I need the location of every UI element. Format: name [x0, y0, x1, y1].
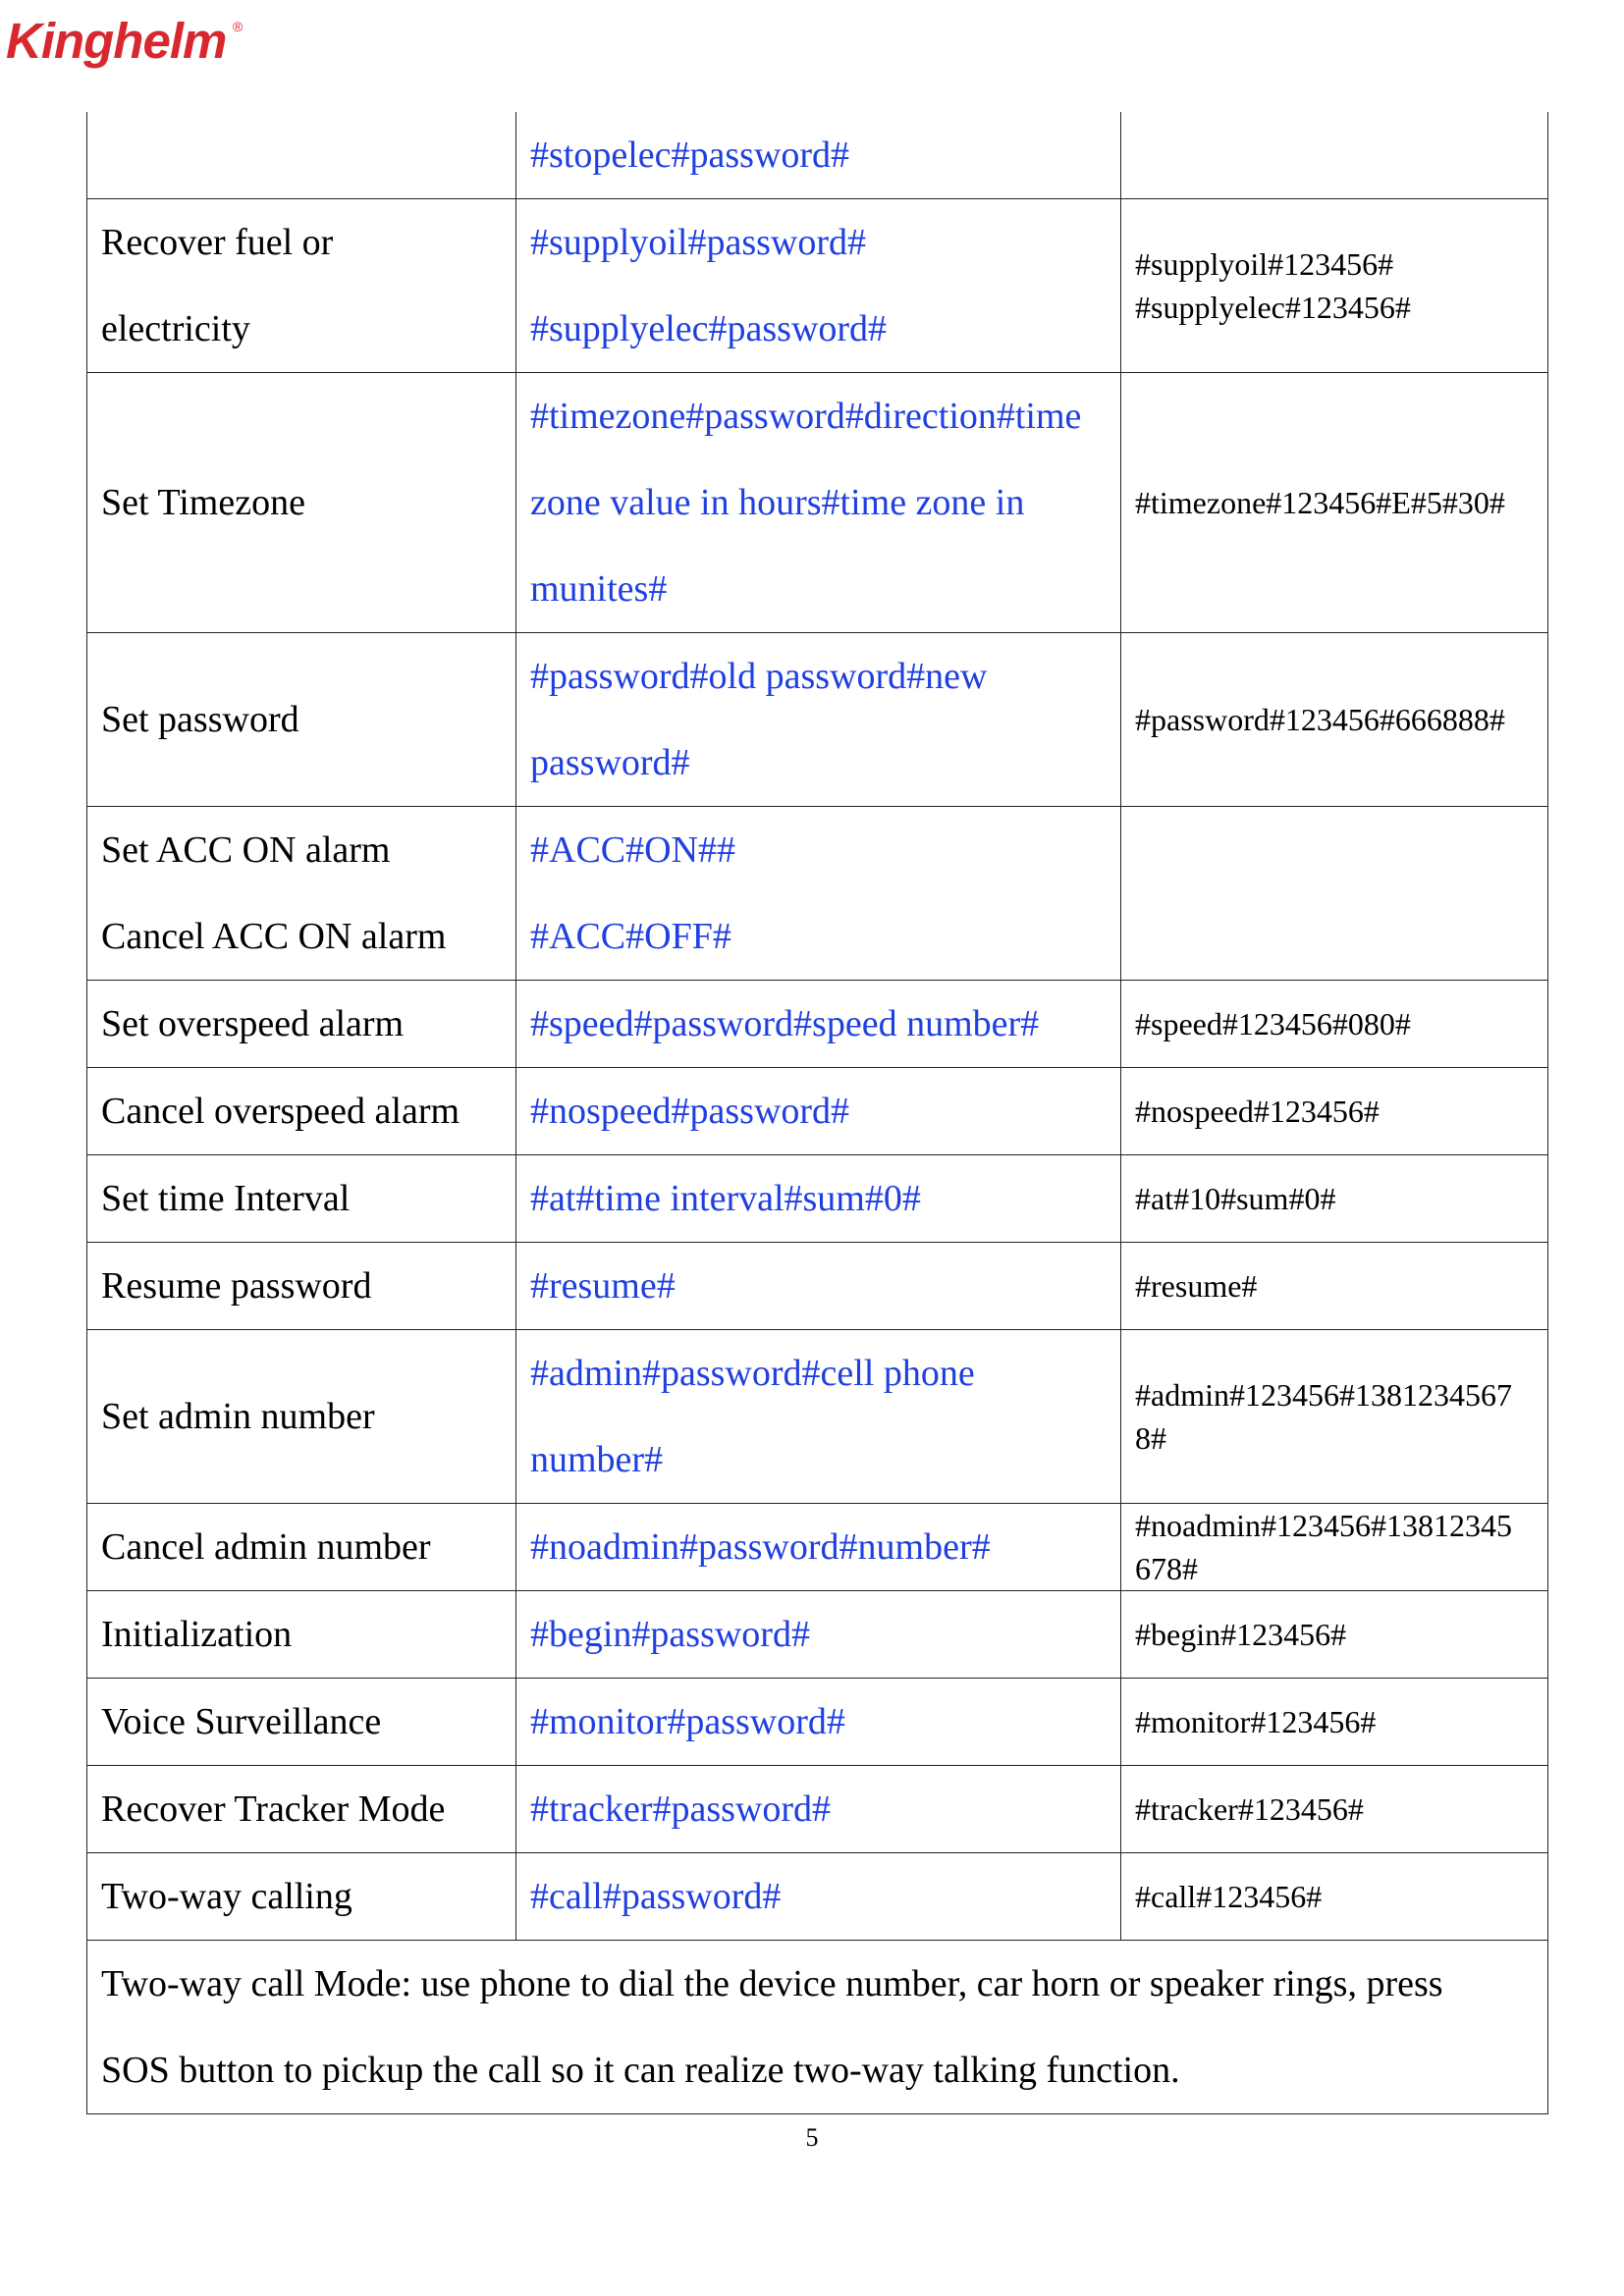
- function-text: Resume password: [101, 1265, 372, 1307]
- command-format-cell: [516, 807, 1121, 981]
- example-cell: [1121, 1068, 1548, 1155]
- example-text: #resume#: [1135, 1268, 1258, 1304]
- function-text: Set admin number: [101, 1396, 375, 1437]
- example-text: #tracker#123456#: [1135, 1791, 1364, 1827]
- table-row: [87, 112, 1548, 199]
- command-format-text: #stopelec#password#: [530, 134, 850, 176]
- command-format-text: #resume#: [530, 1265, 676, 1307]
- function-text: Two-way calling: [101, 1876, 352, 1917]
- table-row: [87, 199, 1548, 373]
- table-row: [87, 1330, 1548, 1504]
- function-text: Cancel overspeed alarm: [101, 1091, 460, 1132]
- command-format-text: #monitor#password#: [530, 1701, 845, 1742]
- function-cell: [87, 373, 516, 633]
- command-format-cell: [516, 1155, 1121, 1243]
- table-row: [87, 981, 1548, 1068]
- command-format-text: #tracker#password#: [530, 1789, 832, 1830]
- command-format-cell: [516, 1853, 1121, 1941]
- command-format-cell: [516, 112, 1121, 199]
- command-format-cell: [516, 1504, 1121, 1591]
- example-text: #password#123456#666888#: [1135, 702, 1505, 737]
- function-text: Recover Tracker Mode: [101, 1789, 446, 1830]
- command-format-cell: [516, 199, 1121, 373]
- example-text: #begin#123456#: [1135, 1617, 1347, 1652]
- command-format-cell: [516, 1068, 1121, 1155]
- command-format-text: #password#old password#new: [530, 656, 988, 697]
- example-cell: [1121, 1155, 1548, 1243]
- example-cell: [1121, 1679, 1548, 1766]
- command-format-cell: [516, 981, 1121, 1068]
- function-cell: [87, 112, 516, 199]
- kinghelm-logo: [6, 13, 243, 69]
- function-text: Set overspeed alarm: [101, 1003, 405, 1044]
- function-cell: [87, 1766, 516, 1853]
- function-cell: [87, 1155, 516, 1243]
- note-text: Two-way call Mode: use phone to dial the device number, car horn or speaker rings, press: [101, 1963, 1443, 2004]
- note-row: [87, 1941, 1548, 2114]
- example-text: 8#: [1135, 1420, 1166, 1456]
- table-row: [87, 1591, 1548, 1679]
- command-format-text: #nospeed#password#: [530, 1091, 850, 1132]
- sms-command-table: [86, 112, 1548, 2114]
- command-format-text: #timezone#password#direction#time: [530, 396, 1082, 437]
- table-row: [87, 1504, 1548, 1591]
- example-cell: [1121, 981, 1548, 1068]
- registered-mark: ®: [233, 19, 243, 34]
- logo-text: Kinghelm: [6, 13, 227, 69]
- function-cell: [87, 807, 516, 981]
- example-text: #supplyelec#123456#: [1135, 290, 1411, 325]
- example-text: #noadmin#123456#13812345: [1135, 1508, 1512, 1543]
- command-format-text: #begin#password#: [530, 1614, 810, 1655]
- example-cell: [1121, 1243, 1548, 1330]
- example-text: #monitor#123456#: [1135, 1704, 1377, 1739]
- note-cell: [87, 1941, 1548, 2114]
- command-format-text: #speed#password#speed number#: [530, 1003, 1040, 1044]
- function-text: Initialization: [101, 1614, 293, 1655]
- command-format-cell: [516, 373, 1121, 633]
- function-cell: [87, 199, 516, 373]
- table-row: [87, 1068, 1548, 1155]
- table-row: [87, 1766, 1548, 1853]
- example-cell: [1121, 1330, 1548, 1504]
- command-format-text: password#: [530, 742, 690, 783]
- function-text: Voice Surveillance: [101, 1701, 382, 1742]
- command-format-cell: [516, 633, 1121, 807]
- example-text: #admin#123456#1381234567: [1135, 1377, 1512, 1413]
- example-text: 678#: [1135, 1551, 1198, 1586]
- command-format-text: #supplyoil#password#: [530, 222, 866, 263]
- command-format-text: #noadmin#password#number#: [530, 1526, 991, 1568]
- command-format-cell: [516, 1243, 1121, 1330]
- example-cell: [1121, 807, 1548, 981]
- command-format-text: zone value in hours#time zone in: [530, 482, 1025, 523]
- command-format-text: #supplyelec#password#: [530, 308, 888, 349]
- function-cell: [87, 981, 516, 1068]
- example-cell: [1121, 199, 1548, 373]
- command-format-text: number#: [530, 1439, 664, 1480]
- command-format-cell: [516, 1679, 1121, 1766]
- page-number: 5: [805, 2123, 819, 2152]
- example-text: #supplyoil#123456#: [1135, 246, 1394, 282]
- function-cell: [87, 1330, 516, 1504]
- example-cell: [1121, 373, 1548, 633]
- command-format-text: #at#time interval#sum#0#: [530, 1178, 921, 1219]
- example-cell: [1121, 1504, 1548, 1591]
- function-text: Set time Interval: [101, 1178, 351, 1219]
- example-cell: [1121, 1853, 1548, 1941]
- function-text: Cancel admin number: [101, 1526, 431, 1568]
- function-cell: [87, 1591, 516, 1679]
- example-text: #speed#123456#080#: [1135, 1006, 1411, 1041]
- command-format-text: #admin#password#cell phone: [530, 1353, 975, 1394]
- command-format-text: #call#password#: [530, 1876, 782, 1917]
- table-row: [87, 373, 1548, 633]
- command-format-cell: [516, 1330, 1121, 1504]
- table-row: [87, 807, 1548, 981]
- table-body: [87, 112, 1548, 2114]
- example-text: #at#10#sum#0#: [1135, 1181, 1336, 1216]
- function-cell: [87, 1679, 516, 1766]
- function-text: Set password: [101, 699, 299, 740]
- table-row: [87, 1853, 1548, 1941]
- function-text: Set ACC ON alarm: [101, 829, 391, 871]
- function-text: Cancel ACC ON alarm: [101, 916, 447, 957]
- example-text: #nospeed#123456#: [1135, 1094, 1380, 1129]
- command-format-text: #ACC#OFF#: [530, 916, 731, 957]
- function-cell: [87, 633, 516, 807]
- function-cell: [87, 1243, 516, 1330]
- function-cell: [87, 1853, 516, 1941]
- example-cell: [1121, 1766, 1548, 1853]
- command-format-cell: [516, 1766, 1121, 1853]
- table-row: [87, 1243, 1548, 1330]
- command-format-text: #ACC#ON##: [530, 829, 736, 871]
- example-cell: [1121, 1591, 1548, 1679]
- function-cell: [87, 1068, 516, 1155]
- table-row: [87, 1679, 1548, 1766]
- example-cell: [1121, 633, 1548, 807]
- example-cell: [1121, 112, 1548, 199]
- function-text: Recover fuel or: [101, 222, 334, 263]
- example-text: #call#123456#: [1135, 1879, 1323, 1914]
- function-text: electricity: [101, 308, 250, 349]
- function-cell: [87, 1504, 516, 1591]
- command-format-cell: [516, 1591, 1121, 1679]
- function-text: Set Timezone: [101, 482, 305, 523]
- table-row: [87, 633, 1548, 807]
- table-row: [87, 1155, 1548, 1243]
- note-text: SOS button to pickup the call so it can realize two-way talking function.: [101, 2050, 1180, 2091]
- command-format-text: munites#: [530, 568, 668, 610]
- example-text: #timezone#123456#E#5#30#: [1135, 485, 1505, 520]
